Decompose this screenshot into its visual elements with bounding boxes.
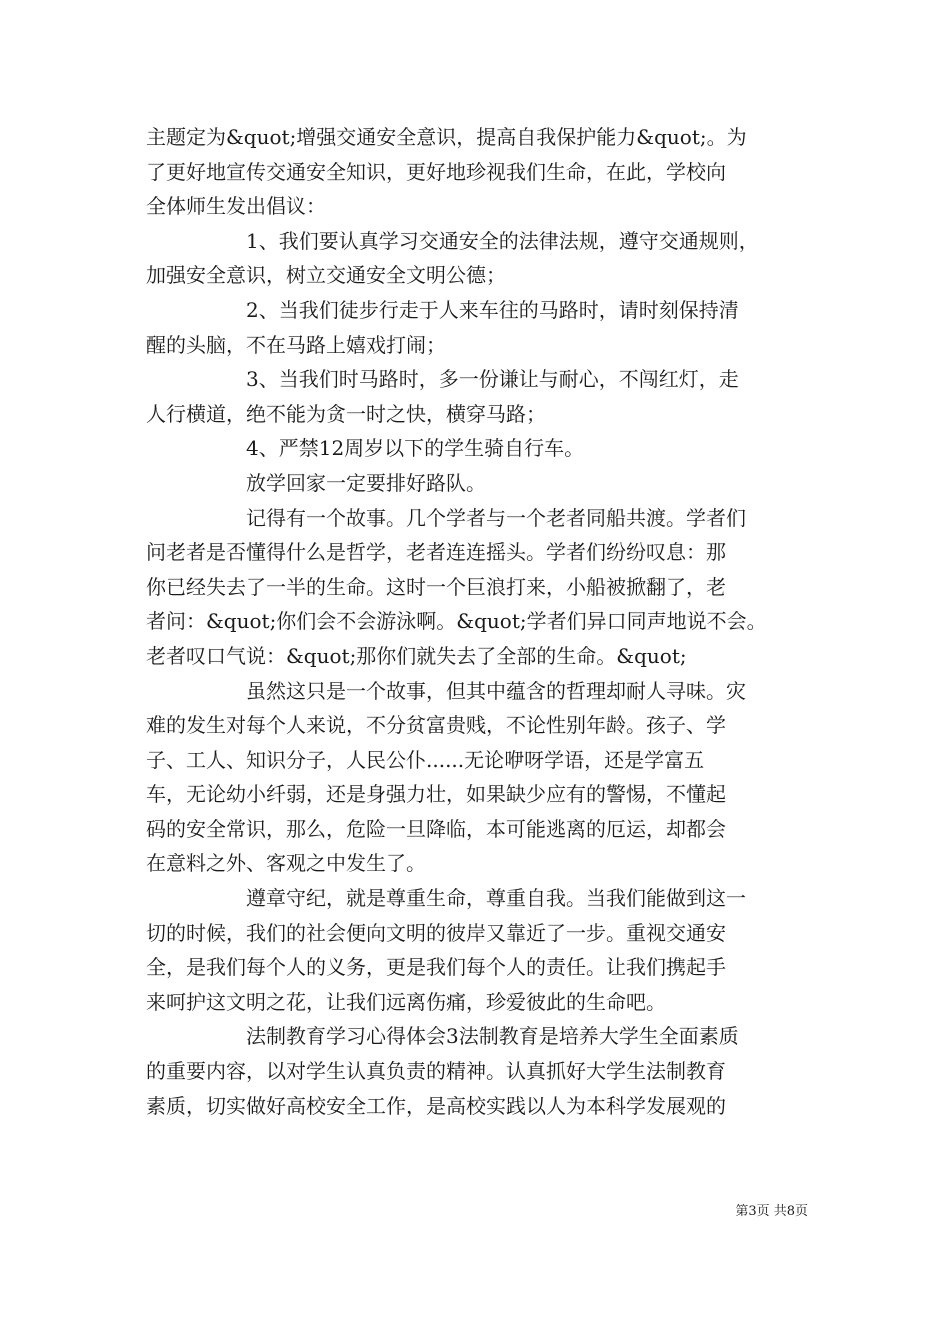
text-line: 加强安全意识，树立交通安全文明公德； (146, 263, 506, 288)
text-line: 在意料之外、客观之中发生了。 (146, 851, 426, 876)
text-line: 4、严禁12周岁以下的学生骑自行车。 (246, 436, 585, 461)
text-line: 车，无论幼小纤弱，还是身强力壮，如果缺少应有的警惕，不懂起 (146, 782, 726, 807)
text-line: 虽然这只是一个故事，但其中蕴含的哲理却耐人寻味。灾 (246, 678, 746, 703)
text-line: 全，是我们每个人的义务，更是我们每个人的责任。让我们携起手 (146, 955, 726, 980)
text-line: 老者叹口气说：&quot;那你们就失去了全部的生命。&quot; (146, 643, 687, 668)
text-line: 1、我们要认真学习交通安全的法律法规，遵守交通规则， (246, 228, 759, 253)
text-line: 醒的头脑，不在马路上嬉戏打闹； (146, 332, 446, 357)
text-line: 人行横道，绝不能为贪一时之快，横穿马路； (146, 401, 546, 426)
text-line: 法制教育学习心得体会3法制教育是培养大学生全面素质 (246, 1024, 739, 1049)
text-line: 3、当我们时马路时，多一份谦让与耐心，不闯红灯，走 (246, 367, 739, 392)
text-line: 放学回家一定要排好路队。 (246, 470, 486, 495)
text-line: 问老者是否懂得什么是哲学，老者连连摇头。学者们纷纷叹息：那 (146, 540, 726, 565)
text-line: 主题定为&quot;增强交通安全意识，提高自我保护能力&quot;。为 (146, 125, 747, 149)
text-line: 2、当我们徒步行走于人来车往的马路时，请时刻保持清 (246, 297, 739, 322)
text-line: 你已经失去了一半的生命。这时一个巨浪打来，小船被掀翻了，老 (146, 574, 726, 599)
text-line: 者问：&quot;你们会不会游泳啊。&quot;学者们异口同声地说不会。 (146, 609, 767, 634)
text-line: 子、工人、知识分子，人民公仆......无论咿呀学语，还是学富五 (146, 747, 705, 772)
text-line: 难的发生对每个人来说，不分贫富贵贱，不论性别年龄。孩子、学 (146, 713, 726, 738)
text-line: 全体师生发出倡议： (146, 194, 326, 219)
text-line: 的重要内容，以对学生认真负责的精神。认真抓好大学生法制教育 (146, 1059, 726, 1084)
text-line: 记得有一个故事。几个学者与一个老者同船共渡。学者们 (246, 505, 746, 530)
body-text (146, 120, 810, 1123)
page-footer: 第3页 共8页 (735, 1204, 808, 1219)
text-line: 码的安全常识，那么，危险一旦降临，本可能逃离的厄运，却都会 (146, 816, 726, 841)
text-line: 了更好地宣传交通安全知识，更好地珍视我们生命，在此，学校向 (146, 159, 726, 184)
text-line: 来呵护这文明之花，让我们远离伤痛，珍爱彼此的生命吧。 (146, 989, 666, 1014)
text-line: 遵章守纪，就是尊重生命，尊重自我。当我们能做到这一 (246, 886, 746, 911)
text-line: 切的时候，我们的社会便向文明的彼岸又靠近了一步。重视交通安 (146, 920, 726, 945)
text-line: 素质，切实做好高校安全工作，是高校实践以人为本科学发展观的 (146, 1093, 726, 1118)
